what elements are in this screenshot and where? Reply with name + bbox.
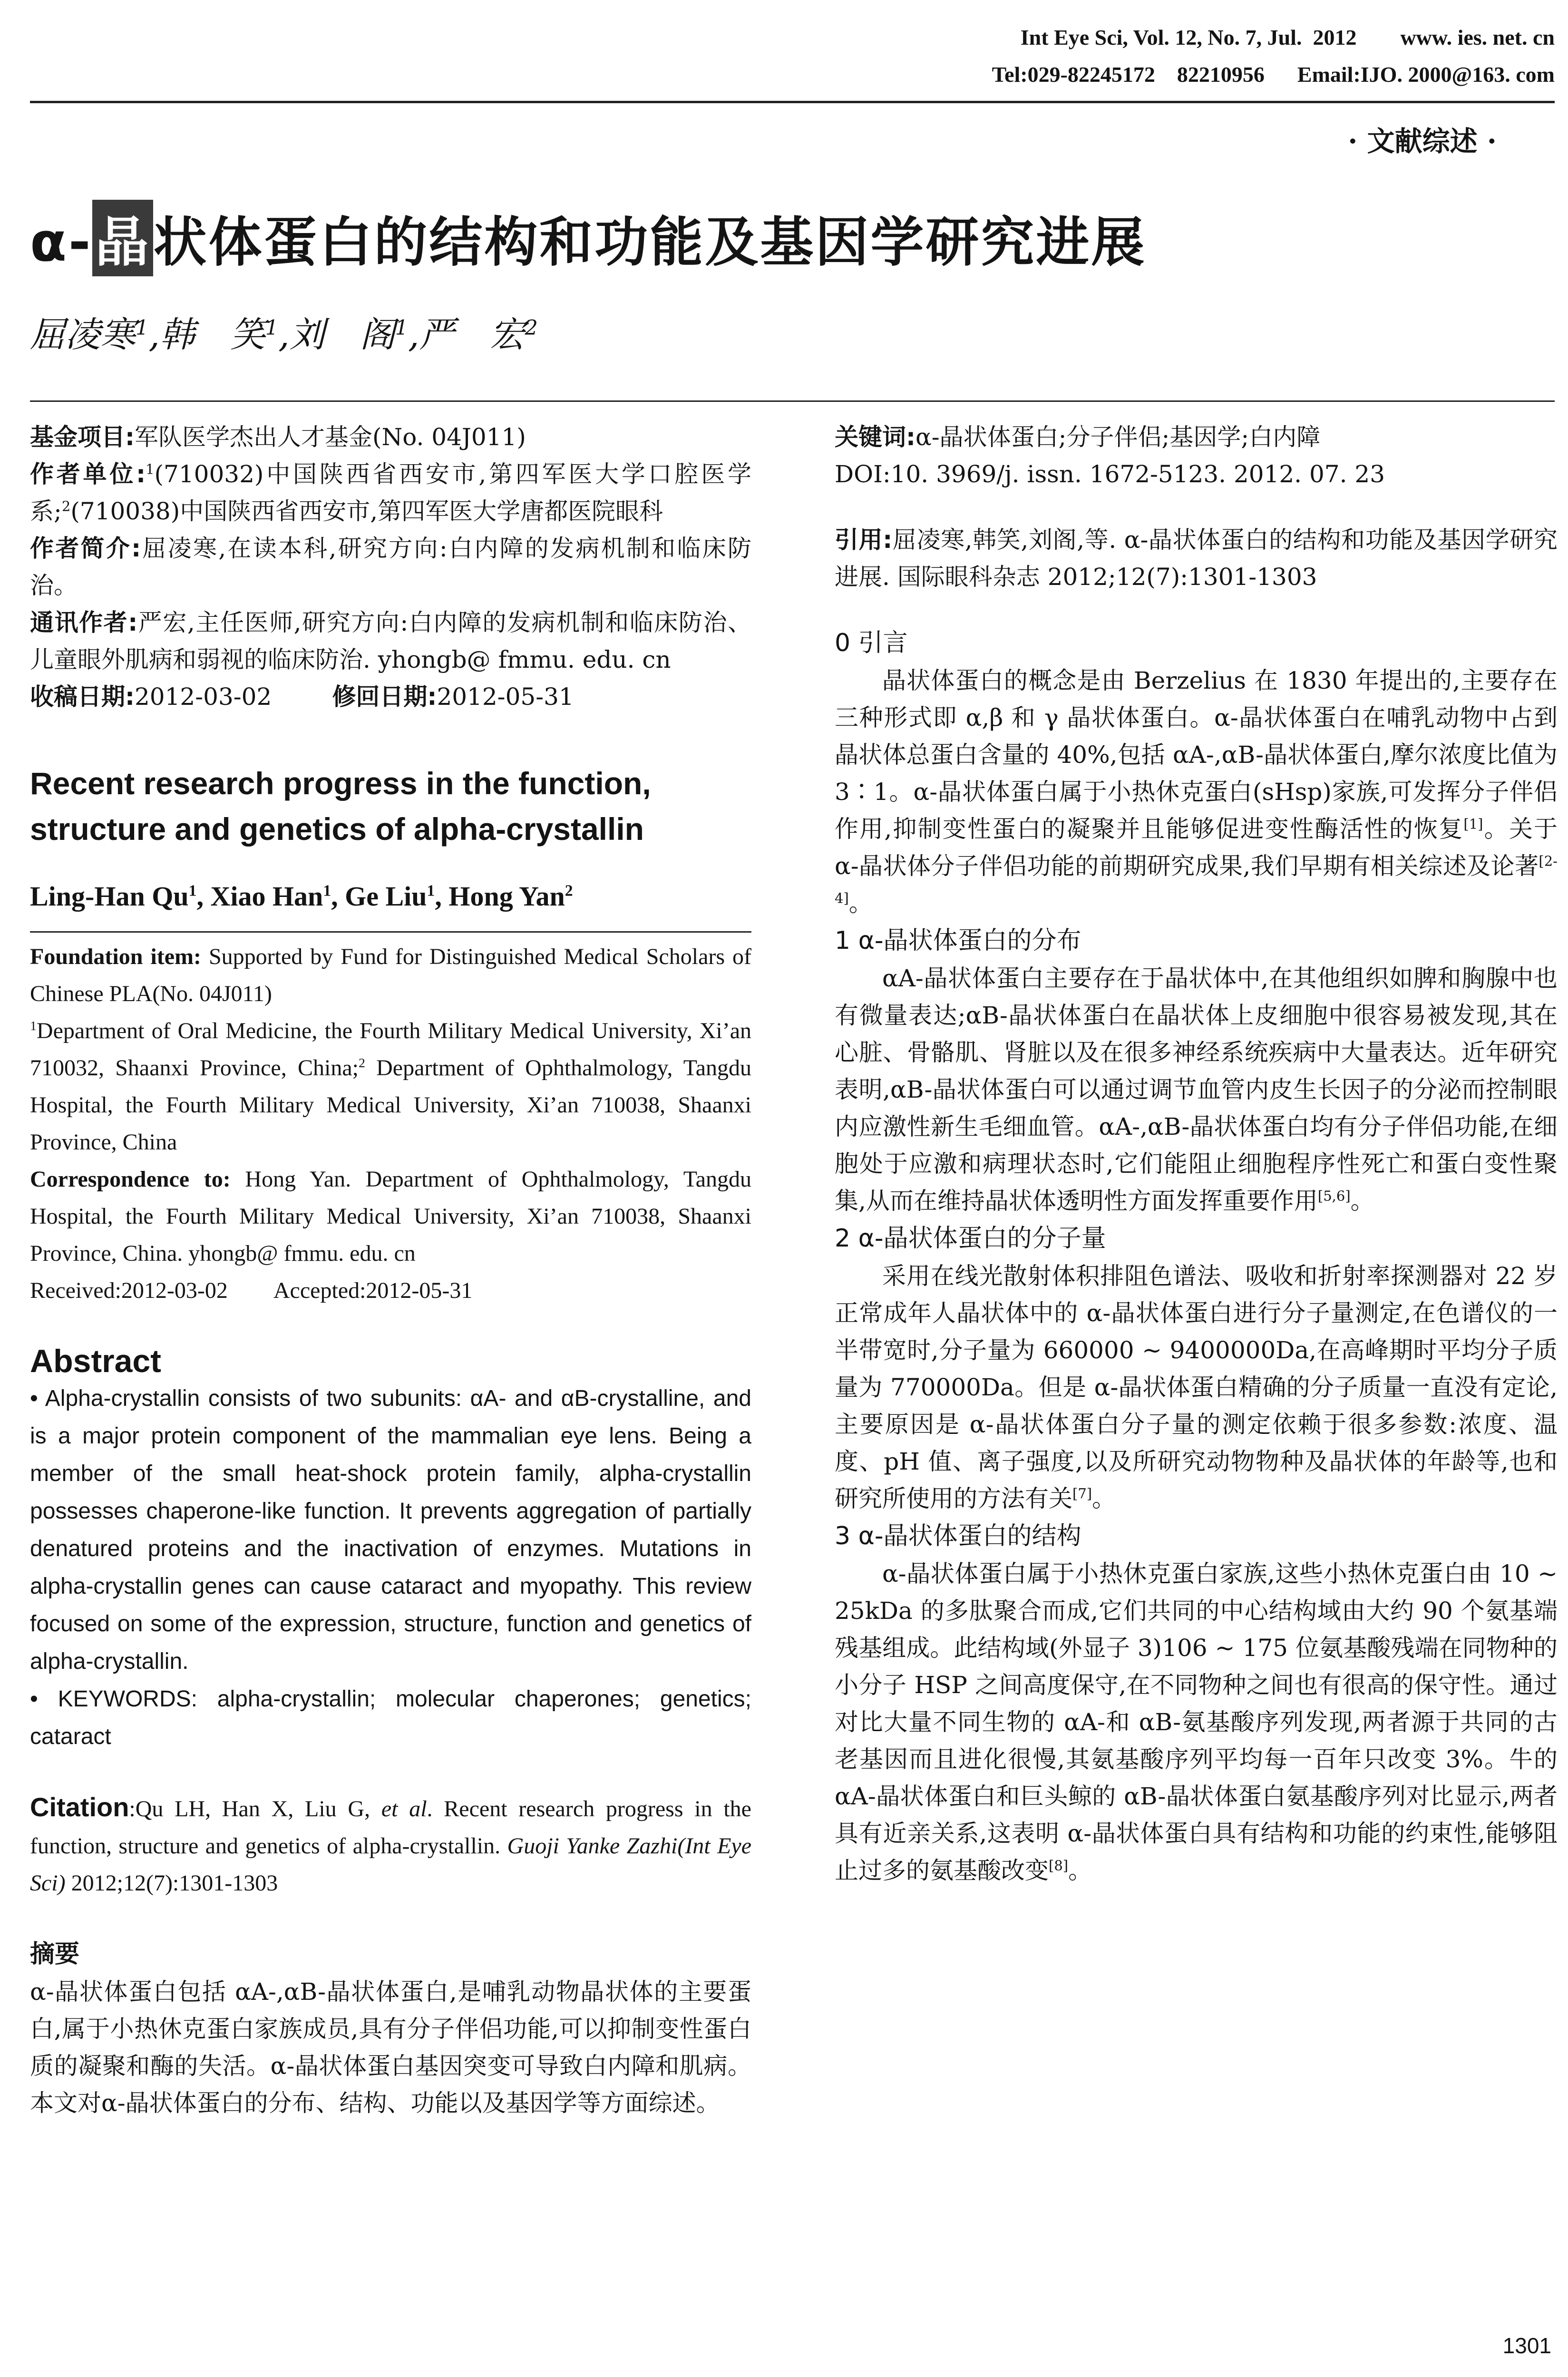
section-0-heading: 0 引言 — [835, 629, 908, 657]
title-rest: 状体蛋白的结构和功能及基因学研究进展 — [153, 212, 1147, 273]
journal-header-line1: Int Eye Sci, Vol. 12, No. 7, Jul. 2012 www. ies. net. cn — [1020, 25, 1555, 49]
author-cn-2: 韩 笑 — [159, 314, 265, 355]
corresponding-author: 通讯作者:严宏,主任医师,研究方向:白内障的发病机制和临床防治、儿童眼外肌病和弱视的临床防治. yhongb@ fmmu. edu. cn — [30, 609, 752, 673]
correspondence: Correspondence to: Hong Yan. Department of Ophthalmology, Tangdu Hospital, the Fourth Military Medical University, Xi’an 710038, Shaanxi Province, China. yhongb@ fmmu. edu. cn — [30, 1167, 751, 1266]
keywords-en: • KEYWORDS: alpha-crystallin; molecular chaperones; genetics; cataract — [30, 1686, 751, 1749]
fund-info: 基金项目:军队医学杰出人才基金(No. 04J011) — [30, 423, 526, 451]
author-bio: 作者简介:屈凌寒,在读本科,研究方向:白内障的发病机制和临床防治。 — [30, 535, 752, 599]
author-units: 作者单位:$^1$(710032)中国陕西省西安市,第四军医大学口腔医学系;$^2$(710038)中国陕西省西安市,第四军医大学唐都医院眼科 — [30, 460, 751, 525]
title-boxed-char: 晶 — [92, 200, 153, 276]
dates: 收稿日期:2012-03-02 修回日期:2012-05-31 — [30, 683, 574, 711]
author-cn-1: 屈凌寒 — [30, 314, 136, 355]
cite-cn: 引用:屈凌寒,韩笑,刘阁,等. α-晶状体蛋白的结构和功能及基因学研究进展. 国际眼科杂志 2012;12(7):1301-1303 — [835, 526, 1558, 591]
chinese-authors: 屈凌寒$^1$,韩 笑$^1$,刘 阁$^1$,严 宏$^2$ — [30, 314, 538, 355]
title-prefix: α- — [30, 212, 93, 273]
abstract-heading: Abstract — [30, 1343, 161, 1379]
received-accepted: Received:2012-03-02 Accepted:2012-05-31 — [30, 1278, 473, 1303]
zh-abstract-heading: 摘要 — [30, 1940, 80, 1968]
section-1-heading: 1 α-晶状体蛋白的分布 — [835, 926, 1081, 955]
title-rule — [30, 400, 1555, 402]
right-column — [835, 419, 1558, 1889]
page-number: 1301 — [1502, 2333, 1551, 2358]
doi: DOI:10. 3969/j. issn. 1672-5123. 2012. 07. 23 — [835, 460, 1385, 488]
left-column — [30, 419, 751, 2122]
author-cn-3: 刘 阁 — [289, 314, 395, 355]
author-cn-4: 严 宏 — [419, 314, 525, 355]
keywords-cn: 关键词:α-晶状体蛋白;分子伴侣;基因学;白内障 — [835, 423, 1321, 451]
foundation-item: Foundation item: Supported by Fund for Distinguished Medical Scholars of Chinese PLA(No. 04J011) — [30, 944, 752, 1006]
zh-abstract-text: α-晶状体蛋白包括 αA-,αB-晶状体蛋白,是哺乳动物晶状体的主要蛋白,属于小热休克蛋白家族成员,具有分子伴侣功能,可以抑制变性蛋白质的凝聚和酶的失活。α-晶状体蛋白基因突变可导致白内障和肌病。本文对α-晶状体蛋白的分布、结构、功能以及基因学等方面综述。 — [30, 1978, 751, 2117]
section-label: · 文献综述 · — [1348, 125, 1497, 157]
header-rule — [30, 101, 1555, 103]
section-1-text: αA-晶状体蛋白主要存在于晶状体中,在其他组织如脾和胸腺中也有微量表达;αB-晶状体蛋白在晶状体上皮细胞中很容易被发现,其在心脏、骨骼肌、肾脏以及在很多神经系统疾病中大量表达。近年研究表明,αB-晶状体蛋白可以通过调节血管内皮生长因子的分泌而控制眼内应激性新生毛细血管。αA-,αB-晶状体蛋白均有分子伴侣功能,在细胞处于应激和病理状态时,它们能阻止细胞程序性死亡和蛋白变性聚集,从而在维持晶状体透明性方面发挥重要作用[5,6]。 — [835, 964, 1558, 1215]
english-title: Recent research progress in the function, structure and genetics of alpha-crystallin — [30, 766, 651, 847]
section-2-heading: 2 α-晶状体蛋白的分子量 — [835, 1224, 1106, 1253]
citation: Citation:Qu LH, Han X, Liu G, et al. Recent research progress in the function, structure and genetics of alpha-crystallin. Guoji Yanke Zazhi(Int Eye Sci) 2012;12(7):1301-1303 — [30, 1792, 751, 1896]
section-3-heading: 3 α-晶状体蛋白的结构 — [835, 1522, 1081, 1550]
journal-header-line2: Tel:029-82245172 82210956 Email:IJO. 2000@163. com — [992, 62, 1555, 87]
abstract-text: • Alpha-crystallin consists of two subunits: αA- and αB-crystalline, and is a major protein component of the mammalian eye lens. Being a member of the small heat-shock protein family, alpha-crystallin possesses chaperone-like function. It prevents aggregation of partially denatured proteins and the inactivation of enzymes. Mutations in alpha-crystallin genes can cause cataract and myopathy. This review focused on some of the expression, structure, function and genetics of alpha-crystallin. — [30, 1386, 751, 1674]
section-0-text: 晶状体蛋白的概念是由 Berzelius 在 1830 年提出的,主要存在三种形式即 α,β 和 γ 晶状体蛋白。α-晶状体蛋白在哺乳动物中占到晶状体总蛋白含量的 40%,包括 αA-,αB-晶状体蛋白,摩尔浓度比值为 3∶1。α-晶状体蛋白属于小热休克蛋白(sHsp)家族,可发挥分子伴侣作用,抑制变性蛋白的凝聚并且能够促进变性酶活性的恢复[1]。关于 α-晶状体分子伴侣功能的前期研究成果,我们早期有相关综述及论著[2-4]。 — [835, 667, 1558, 917]
english-authors: Ling-Han Qu$^1$, Xiao Han$^1$, Ge Liu$^1$, Hong Yan$^2$ — [30, 881, 573, 912]
section-2-text: 采用在线光散射体积排阻色谱法、吸收和折射率探测器对 22 岁正常成年人晶状体中的 α-晶状体蛋白进行分子量测定,在色谱仪的一半带宽时,分子量为 660000 ~ 9400000Da,在高峰期时平均分子质量为 770000Da。但是 α-晶状体蛋白精确的分子质量一直没有定论,主要原因是 α-晶状体蛋白分子量的测定依赖于很多参数:浓度、温度、pH 值、离子强度,以及所研究动物物种及晶状体的年龄等,也和研究所使用的方法有关[7]。 — [835, 1262, 1558, 1512]
article-title — [30, 200, 1146, 276]
section-3-text: α-晶状体蛋白属于小热休克蛋白家族,这些小热休克蛋白由 10 ~ 25kDa 的多肽聚合而成,它们共同的中心结构域由大约 90 个氨基端残基组成。此结构域(外显子 3)106 ~ 175 位氨基酸残端在同物种的小分子 HSP 之间高度保守,在不同物种之间也有很高的保守性。通过对比大量不同生物的 αA-和 αB-氨基酸序列发现,两者源于共同的古老基因而且进化很慢,其氨基酸序列平均每一百年只改变 3%。牛的 αA-晶状体蛋白和巨头鲸的 αB-晶状体蛋白氨基酸序列对比显示,两者具有近亲关系,这表明 α-晶状体蛋白具有结构和功能的约束性,能够阻止过多的氨基酸改变[8]。 — [835, 1560, 1558, 1884]
departments: $^1$Department of Oral Medicine, the Fourth Military Medical University, Xi’an 710032, Shaanxi Province, China;$^2$ Department of Ophthalmology, Tangdu Hospital, the Fourth Military Medical University, Xi’an 710038, Shaanxi Province, China — [30, 1018, 751, 1155]
